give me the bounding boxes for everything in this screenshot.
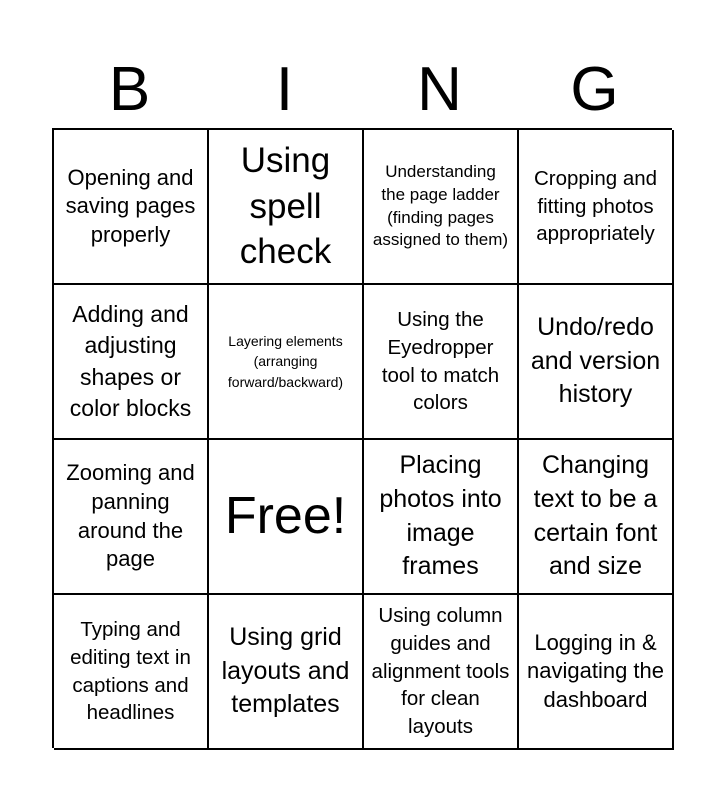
bingo-cell-text: Changing text to be a certain font and size bbox=[533, 451, 658, 581]
bingo-cell-text: Typing and editing text in captions and headlines bbox=[70, 618, 191, 725]
bingo-header bbox=[52, 55, 672, 125]
bingo-cell-text: Using grid layouts and templates bbox=[221, 622, 350, 719]
bingo-cell-text: Cropping and fitting photos appropriately bbox=[533, 166, 658, 246]
bingo-cell[interactable] bbox=[519, 595, 674, 750]
bingo-cell[interactable] bbox=[209, 130, 364, 285]
header-letter-n: N bbox=[417, 55, 462, 124]
header-letter-i: I bbox=[275, 55, 294, 124]
bingo-cell[interactable] bbox=[364, 595, 519, 750]
bingo-cell-text: Using column guides and alignment tools for clean layouts bbox=[371, 604, 510, 738]
bingo-cell-text: Zooming and panning around the page bbox=[66, 460, 195, 572]
bingo-cell[interactable] bbox=[54, 595, 209, 750]
bingo-cell-text: Using spell check bbox=[239, 141, 332, 272]
bingo-cell[interactable] bbox=[54, 285, 209, 440]
bingo-cell-text: Understanding the page ladder (finding pages assigned to them) bbox=[372, 161, 509, 250]
bingo-cell[interactable] bbox=[364, 440, 519, 595]
bingo-cell-text: Adding and adjusting shapes or color blocks bbox=[69, 301, 192, 421]
bingo-cell-text: Using the Eyedropper tool to match colors bbox=[381, 308, 500, 415]
bingo-cell[interactable] bbox=[54, 130, 209, 285]
free-space-cell[interactable] bbox=[209, 440, 364, 595]
bingo-cell[interactable] bbox=[209, 285, 364, 440]
bingo-cell[interactable] bbox=[519, 285, 674, 440]
bingo-cell-text: Opening and saving pages properly bbox=[65, 164, 196, 247]
header-letter-g: G bbox=[570, 55, 619, 124]
bingo-cell[interactable] bbox=[519, 440, 674, 595]
header-letter-b: B bbox=[108, 55, 151, 124]
bingo-cell[interactable] bbox=[209, 595, 364, 750]
bingo-cell[interactable] bbox=[364, 285, 519, 440]
bingo-cell-text: Undo/redo and version history bbox=[530, 312, 661, 409]
bingo-board bbox=[52, 128, 672, 748]
bingo-cell-text: Layering elements (arranging forward/backward) bbox=[227, 333, 344, 390]
bingo-cell[interactable] bbox=[364, 130, 519, 285]
bingo-cell[interactable] bbox=[54, 440, 209, 595]
bingo-cell-text: Placing photos into image frames bbox=[379, 451, 502, 581]
bingo-cell[interactable] bbox=[519, 130, 674, 285]
free-space-text: Free! bbox=[224, 487, 347, 546]
bingo-cell-text: Logging in & navigating the dashboard bbox=[527, 629, 664, 712]
